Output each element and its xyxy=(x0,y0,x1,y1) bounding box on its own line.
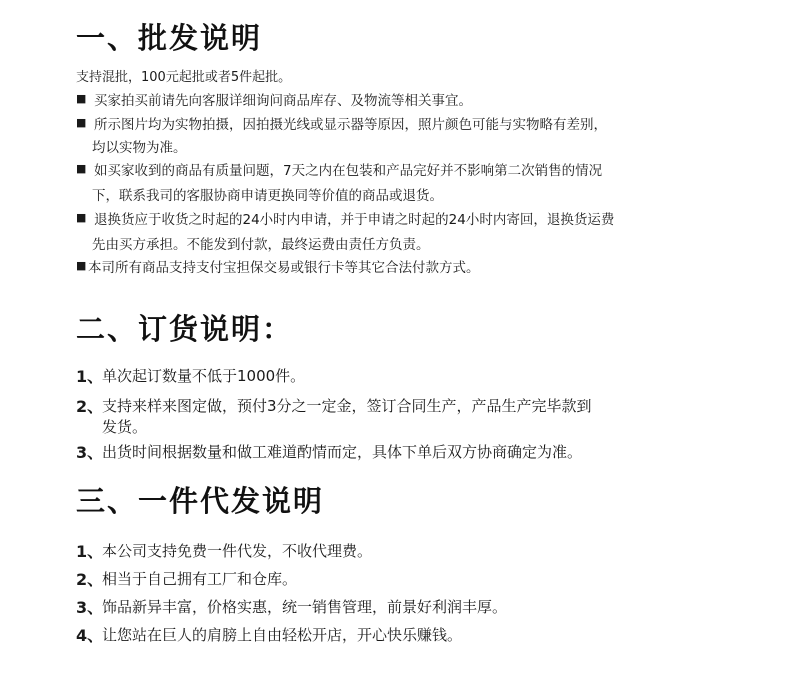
section3-item-2-line-1: 相当于自己拥有工厂和仓库。 xyxy=(102,570,298,588)
section1-item-2-line-1: 所示图片均为实物拍摄，因拍摄光线或显示器等原因，照片颜色可能与实物略有差别， xyxy=(94,117,607,133)
section2-item-1-line-1: 单次起订数量不低于1000件。 xyxy=(102,367,306,385)
section2-item-2-line-1: 支持来样来图定做，预付3分之一定金，签订合同生产，产品生产完毕款到 xyxy=(102,397,592,415)
bullet-icon: ■ xyxy=(76,211,87,224)
section2-item-2-number: 2、 xyxy=(76,397,104,416)
section1-intro: 支持混批，100元起批或者5件起批。 xyxy=(76,70,292,85)
bullet-icon: ■ xyxy=(76,116,87,129)
section3-item-4-number: 4、 xyxy=(76,626,104,645)
section3-item-1-line-1: 本公司支持免费一件代发，不收代理费。 xyxy=(102,542,373,560)
bullet-icon: ■ xyxy=(76,259,87,272)
section1-item-4-line-1: 退换货应于收货之时起的24小时内申请，并于申请之时起的24小时内寄回，退换货运费 xyxy=(94,212,615,228)
section2-item-2-line-2: 发货。 xyxy=(102,418,148,436)
section1-item-5-line-1: 本司所有商品支持支付宝担保交易或银行卡等其它合法付款方式。 xyxy=(88,260,480,276)
section2-item-1-number: 1、 xyxy=(76,367,104,386)
section2-title: 二、订货说明： xyxy=(76,312,294,346)
section3-item-3-line-1: 饰品新异丰富，价格实惠，统一销售管理，前景好利润丰厚。 xyxy=(102,598,508,616)
section3-item-4-line-1: 让您站在巨人的肩膀上自由轻松开店，开心快乐赚钱。 xyxy=(102,626,463,644)
section3-item-1-number: 1、 xyxy=(76,542,104,561)
section3-title: 三、一件代发说明 xyxy=(76,484,325,518)
section3-item-3-number: 3、 xyxy=(76,598,104,617)
section1-title: 一、批发说明 xyxy=(76,21,263,55)
section1-item-3-line-1: 如买家收到的商品有质量问题，7天之内在包装和产品完好并不影响第二次销售的情况 xyxy=(94,163,603,179)
section1-item-4-line-2: 先由买方承担。不能发到付款，最终运费由责任方负责。 xyxy=(92,237,430,253)
bullet-icon: ■ xyxy=(76,92,87,105)
section3-item-2-number: 2、 xyxy=(76,570,104,589)
section1-item-2-line-2: 均以实物为准。 xyxy=(92,140,187,156)
section2-item-3-line-1: 出货时间根据数量和做工难道酌情而定，具体下单后双方协商确定为准。 xyxy=(102,443,583,461)
section1-item-3-line-2: 下，联系我司的客服协商申请更换同等价值的商品或退货。 xyxy=(92,188,443,204)
section2-item-3-number: 3、 xyxy=(76,443,104,462)
bullet-icon: ■ xyxy=(76,162,87,175)
section1-item-1-line-1: 买家拍买前请先向客服详细询问商品库存、及物流等相关事宜。 xyxy=(94,93,472,109)
